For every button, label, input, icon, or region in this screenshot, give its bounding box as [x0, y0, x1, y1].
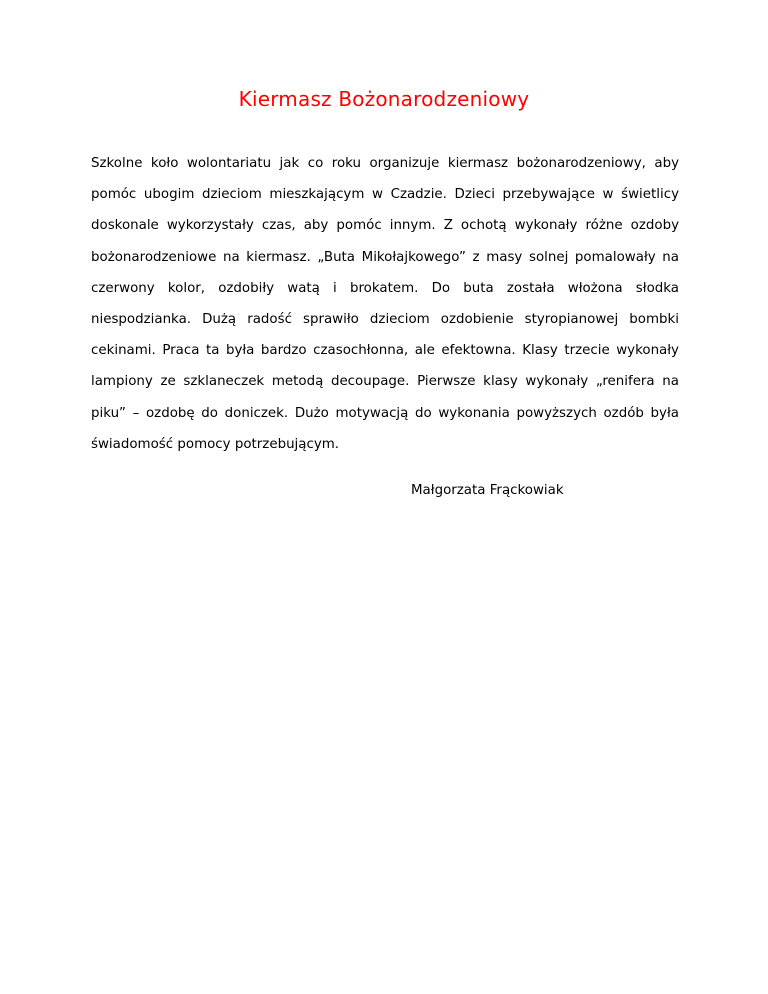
document-body-paragraph: Szkolne koło wolontariatu jak co roku organizuje kiermasz bożonarodzeniowy, aby pomóc ubogim dzieciom mieszkającym w Czadzie. Dzieci przebywające w świetlicy doskonale wykorzystały czas, aby pomóc innym. Z ochotą wykonały różne ozdoby bożonarodzeniowe na kiermasz. „Buta Mikołajkowego” z masy solnej pomalowały na czerwony kolor, ozdobiły watą i brokatem. Do buta została włożona słodka niespodzianka. Dużą radość sprawiło dzieciom ozdobienie styropianowej bombki cekinami. Praca ta była bardzo czasochłonna, ale efektowna. Klasy trzecie wykonały lampiony ze szklaneczek metodą decoupage. Pierwsze klasy wykonały „renifera na piku” – ozdobę do doniczek. Dużo motywacją do wykonania powyższych ozdób była świadomość pomocy potrzebującym. [91, 156, 679, 452]
author-signature: Małgorzata Frąckowiak [411, 483, 564, 498]
document-title: Kiermasz Bożonarodzeniowy [238, 87, 530, 111]
